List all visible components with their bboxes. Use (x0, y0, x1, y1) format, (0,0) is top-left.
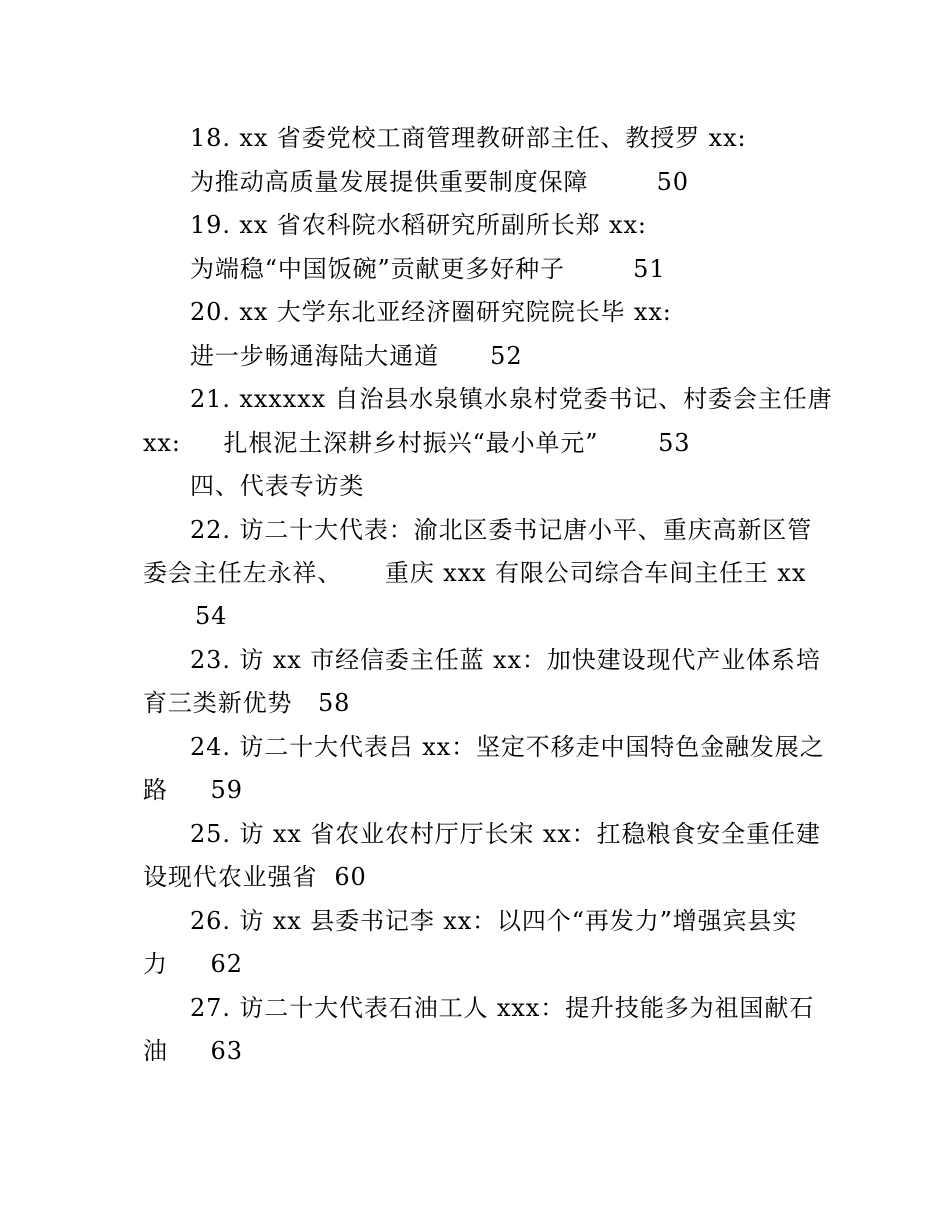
toc-line: 为端稳“中国饭碗”贡献更多好种子 51 (190, 255, 666, 283)
toc-line: 22. 访二十大代表：渝北区委书记唐小平、重庆高新区管 (190, 516, 813, 544)
toc-line: 为推动高质量发展提供重要制度保障 50 (190, 168, 689, 196)
toc-line: 25. 访 xx 省农业农村厅厅长宋 xx：扛稳粮食安全重任建 (190, 820, 821, 848)
toc-line: 19. xx 省农科院水稻研究所副所长郑 xx: (190, 211, 647, 239)
page-number: 54 (195, 602, 228, 630)
toc-line: 18. xx 省委党校工商管理教研部主任、教授罗 xx: (190, 124, 747, 152)
toc-line: 进一步畅通海陆大通道 52 (190, 342, 523, 370)
toc-line: 24. 访二十大代表吕 xx：坚定不移走中国特色金融发展之 (190, 733, 825, 761)
toc-line: 委会主任左永祥、 重庆 xxx 有限公司综合车间主任王 xx (143, 559, 807, 587)
toc-line: 路 59 (143, 776, 243, 804)
toc-line: xx: 扎根泥土深耕乡村振兴“最小单元” 53 (143, 429, 691, 457)
toc-line: 27. 访二十大代表石油工人 xxx：提升技能多为祖国献石 (190, 994, 815, 1022)
toc-line: 20. xx 大学东北亚经济圈研究院院长毕 xx: (190, 298, 672, 326)
toc-line: 26. 访 xx 县委书记李 xx：以四个“再发力”增强宾县实 (190, 907, 798, 935)
toc-line: 油 63 (143, 1037, 243, 1065)
toc-line: 21. xxxxxx 自治县水泉镇水泉村党委书记、村委会主任唐 (190, 385, 833, 413)
toc-line: 23. 访 xx 市经信委主任蓝 xx：加快建设现代产业体系培 (190, 646, 821, 674)
toc-line: 育三类新优势 58 (143, 689, 351, 717)
toc-line: 设现代农业强省 60 (143, 863, 367, 891)
toc-line: 力 62 (143, 950, 243, 978)
section-heading: 四、代表专访类 (190, 472, 365, 500)
